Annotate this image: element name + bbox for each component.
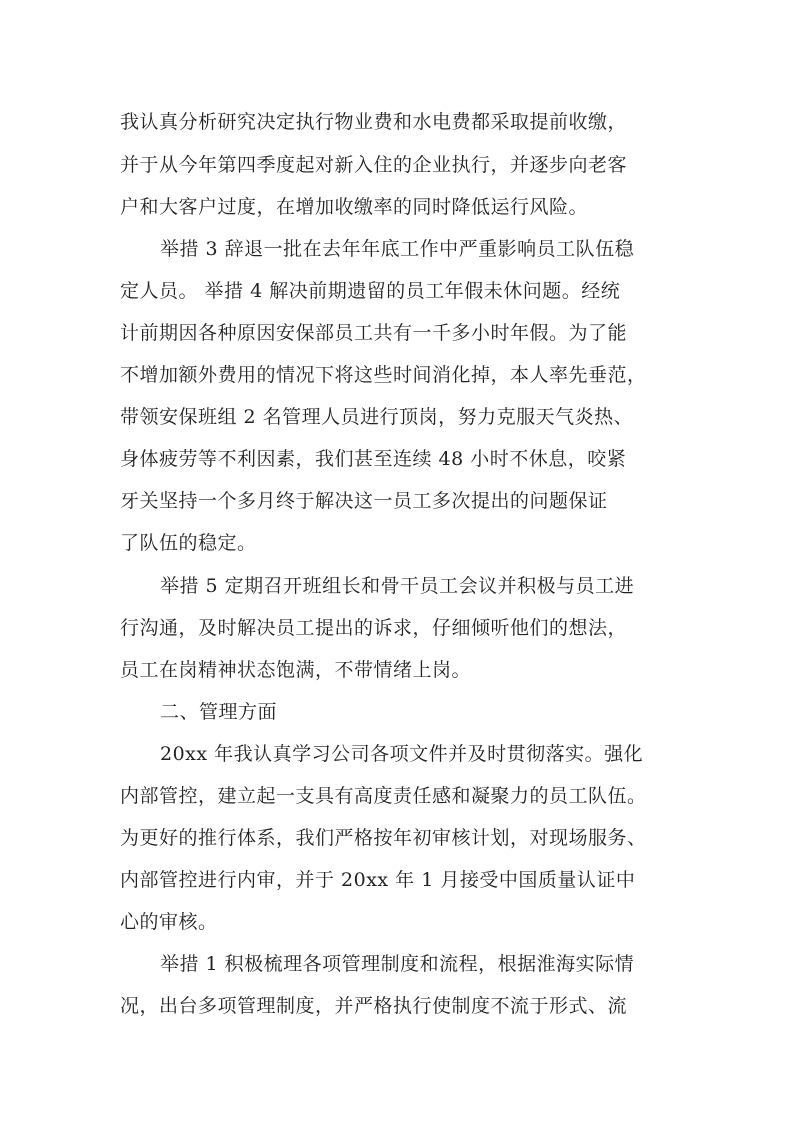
paragraph-line: 举措 5 定期召开班组长和骨干员工会议并积极与员工进 [160,575,635,597]
paragraph-line: 带领安保班组 2 名管理人员进行顶岗，努力克服天气炎热、 [120,406,634,428]
paragraph-line: 户和大客户过度，在增加收缴率的同时降低运行风险。 [120,196,589,218]
paragraph-line: 举措 1 积极梳理各项管理制度和流程，根据淮海实际情 [160,953,635,975]
paragraph-line: 举措 3 辞退一批在去年年底工作中严重影响员工队伍稳 [160,238,635,260]
paragraph-line: 牙关坚持一个多月终于解决这一员工多次提出的问题保证 [120,490,608,512]
paragraph-line: 况，出台多项管理制度，并严格执行使制度不流于形式、流 [120,995,628,1017]
paragraph-line: 内部管控进行内审，并于 20xx 年 1 月接受中国质量认证中 [120,869,636,891]
paragraph-line: 20xx 年我认真学习公司各项文件并及时贯彻落实。强化 [160,743,644,765]
paragraph-line: 并于从今年第四季度起对新入住的企业执行，并逐步向老客 [120,154,628,176]
paragraph-line: 定人员。 举措 4 解决前期遗留的员工年假未休问题。经统 [120,280,621,302]
paragraph-line: 内部管控，建立起一支具有高度责任感和凝聚力的员工队伍。 [120,785,647,807]
paragraph-line: 心的审核。 [120,911,218,933]
paragraph-line: 为更好的推行体系，我们严格按年初审核计划，对现场服务、 [120,827,647,849]
section-heading: 二、管理方面 [160,701,278,723]
paragraph-line: 了队伍的稳定。 [120,532,257,554]
paragraph-line: 身体疲劳等不利因素，我们甚至连续 48 小时不休息，咬紧 [120,448,627,470]
paragraph-line: 行沟通，及时解决员工提出的诉求，仔细倾听他们的想法， [120,617,628,639]
paragraph-line: 计前期因各种原因安保部员工共有一千多小时年假。为了能 [120,322,628,344]
paragraph-line: 我认真分析研究决定执行物业费和水电费都采取提前收缴， [120,111,628,133]
paragraph-line: 员工在岗精神状态饱满，不带情绪上岗。 [120,659,472,681]
paragraph-line: 不增加额外费用的情况下将这些时间消化掉，本人率先垂范， [120,364,647,386]
